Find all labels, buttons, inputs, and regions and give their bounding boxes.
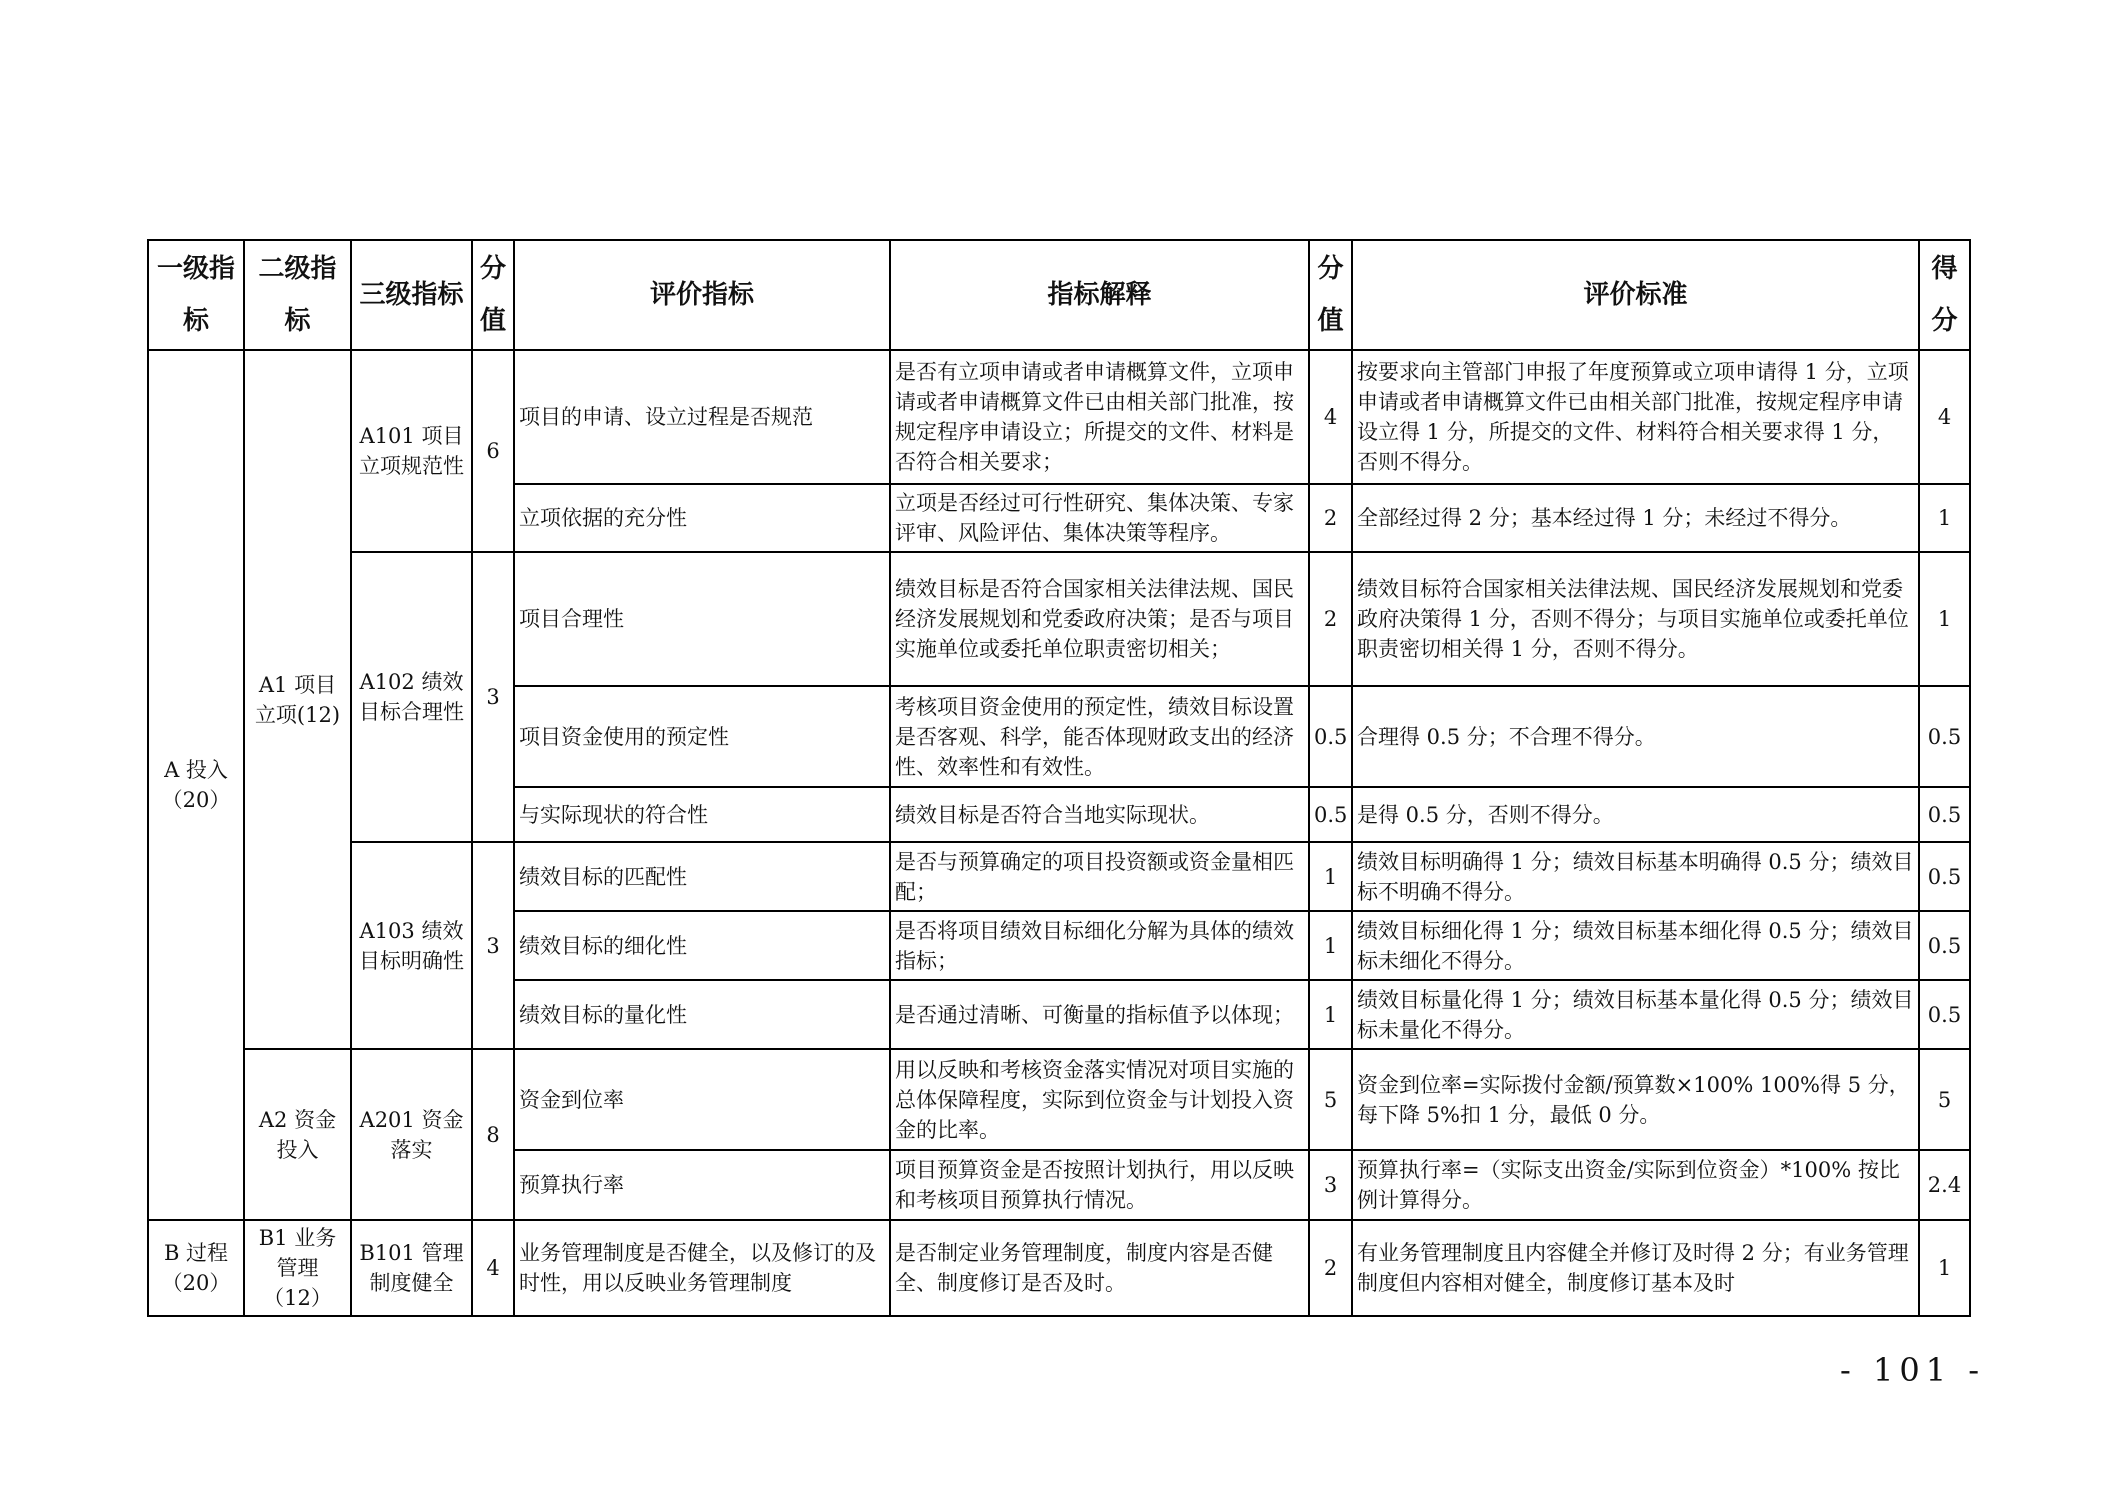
score-cell: 1 (1919, 484, 1970, 552)
criteria-cell: 绩效目标明确得 1 分；绩效目标基本明确得 0.5 分；绩效目标不明确不得分。 (1352, 842, 1919, 911)
points-cell: 3 (1309, 1150, 1352, 1220)
explanation-cell: 是否有立项申请或者申请概算文件，立项申请或者申请概算文件已由相关部门批准，按规定程序申请设立；所提交的文件、材料是否符合相关要求； (890, 350, 1309, 484)
score-cell: 0.5 (1919, 980, 1970, 1049)
level3-cell-b101: B101 管理制度健全 (351, 1220, 472, 1316)
criteria-cell: 绩效目标量化得 1 分；绩效目标基本量化得 0.5 分；绩效目标未量化不得分。 (1352, 980, 1919, 1049)
score-cell: 0.5 (1919, 787, 1970, 842)
level3-cell-a103: A103 绩效目标明确性 (351, 842, 472, 1049)
weight-cell-a101: 6 (472, 350, 514, 552)
weight-cell-a102: 3 (472, 552, 514, 842)
points-cell: 0.5 (1309, 686, 1352, 787)
level2-cell-a1: A1 项目立项(12) (244, 350, 351, 1049)
weight-cell-a201: 8 (472, 1049, 514, 1220)
points-cell: 1 (1309, 911, 1352, 980)
criteria-cell: 有业务管理制度且内容健全并修订及时得 2 分；有业务管理制度但内容相对健全，制度修订基本及时 (1352, 1220, 1919, 1316)
level2-cell-a2: A2 资金投入 (244, 1049, 351, 1220)
table-row (148, 1220, 1970, 1316)
explanation-cell: 是否将项目绩效目标细化分解为具体的绩效指标； (890, 911, 1309, 980)
explanation-cell: 是否制定业务管理制度，制度内容是否健全、制度修订是否及时。 (890, 1220, 1309, 1316)
score-cell: 0.5 (1919, 842, 1970, 911)
criteria-cell: 绩效目标符合国家相关法律法规、国民经济发展规划和党委政府决策得 1 分，否则不得分；与项目实施单位或委托单位职责密切相关得 1 分，否则不得分。 (1352, 552, 1919, 686)
points-cell: 0.5 (1309, 787, 1352, 842)
indicator-cell: 项目资金使用的预定性 (514, 686, 890, 787)
weight-cell-a103: 3 (472, 842, 514, 1049)
table-row (148, 350, 1970, 484)
indicator-cell: 资金到位率 (514, 1049, 890, 1150)
level1-cell-a: A 投入（20） (148, 350, 244, 1220)
header-level3: 三级指标 (351, 240, 472, 350)
points-cell: 5 (1309, 1049, 1352, 1150)
weight-cell-b101: 4 (472, 1220, 514, 1316)
indicator-cell: 绩效目标的细化性 (514, 911, 890, 980)
indicator-cell: 项目的申请、设立过程是否规范 (514, 350, 890, 484)
score-cell: 4 (1919, 350, 1970, 484)
criteria-cell: 预算执行率=（实际支出资金/实际到位资金）*100% 按比例计算得分。 (1352, 1150, 1919, 1220)
evaluation-table (147, 239, 1971, 1317)
table-row (148, 552, 1970, 686)
explanation-cell: 绩效目标是否符合当地实际现状。 (890, 787, 1309, 842)
level2-cell-b1: B1 业务管理（12） (244, 1220, 351, 1316)
score-cell: 1 (1919, 1220, 1970, 1316)
score-cell: 0.5 (1919, 686, 1970, 787)
header-explanation: 指标解释 (890, 240, 1309, 350)
header-weight: 分值 (472, 240, 514, 350)
indicator-cell: 项目合理性 (514, 552, 890, 686)
explanation-cell: 绩效目标是否符合国家相关法律法规、国民经济发展规划和党委政府决策；是否与项目实施单位或委托单位职责密切相关； (890, 552, 1309, 686)
explanation-cell: 是否通过清晰、可衡量的指标值予以体现； (890, 980, 1309, 1049)
criteria-cell: 全部经过得 2 分；基本经过得 1 分；未经过不得分。 (1352, 484, 1919, 552)
indicator-cell: 业务管理制度是否健全，以及修订的及时性，用以反映业务管理制度 (514, 1220, 890, 1316)
points-cell: 2 (1309, 552, 1352, 686)
explanation-cell: 是否与预算确定的项目投资额或资金量相匹配； (890, 842, 1309, 911)
explanation-cell: 立项是否经过可行性研究、集体决策、专家评审、风险评估、集体决策等程序。 (890, 484, 1309, 552)
points-cell: 1 (1309, 980, 1352, 1049)
criteria-cell: 合理得 0.5 分；不合理不得分。 (1352, 686, 1919, 787)
level3-cell-a102: A102 绩效目标合理性 (351, 552, 472, 842)
criteria-cell: 按要求向主管部门申报了年度预算或立项申请得 1 分，立项申请或者申请概算文件已由相关部门批准，按规定程序申请设立得 1 分，所提交的文件、材料符合相关要求得 1 分，否则不得分。 (1352, 350, 1919, 484)
points-cell: 2 (1309, 484, 1352, 552)
level3-cell-a201: A201 资金落实 (351, 1049, 472, 1220)
score-cell: 5 (1919, 1049, 1970, 1150)
page-number: - 101 - (1840, 1351, 1986, 1389)
indicator-cell: 预算执行率 (514, 1150, 890, 1220)
score-cell: 2.4 (1919, 1150, 1970, 1220)
header-indicator: 评价指标 (514, 240, 890, 350)
header-score: 得分 (1919, 240, 1970, 350)
points-cell: 2 (1309, 1220, 1352, 1316)
score-cell: 0.5 (1919, 911, 1970, 980)
level3-cell-a101: A101 项目立项规范性 (351, 350, 472, 552)
indicator-cell: 与实际现状的符合性 (514, 787, 890, 842)
explanation-cell: 用以反映和考核资金落实情况对项目实施的总体保障程度，实际到位资金与计划投入资金的比率。 (890, 1049, 1309, 1150)
table-row (148, 842, 1970, 911)
explanation-cell: 项目预算资金是否按照计划执行，用以反映和考核项目预算执行情况。 (890, 1150, 1309, 1220)
header-level1: 一级指标 (148, 240, 244, 350)
header-level2: 二级指标 (244, 240, 351, 350)
indicator-cell: 绩效目标的匹配性 (514, 842, 890, 911)
criteria-cell: 是得 0.5 分，否则不得分。 (1352, 787, 1919, 842)
score-cell: 1 (1919, 552, 1970, 686)
header-points: 分值 (1309, 240, 1352, 350)
points-cell: 1 (1309, 842, 1352, 911)
criteria-cell: 绩效目标细化得 1 分；绩效目标基本细化得 0.5 分；绩效目标未细化不得分。 (1352, 911, 1919, 980)
criteria-cell: 资金到位率=实际拨付金额/预算数×100% 100%得 5 分，每下降 5%扣 1 分，最低 0 分。 (1352, 1049, 1919, 1150)
table-row (148, 1049, 1970, 1150)
indicator-cell: 绩效目标的量化性 (514, 980, 890, 1049)
points-cell: 4 (1309, 350, 1352, 484)
level1-cell-b: B 过程（20） (148, 1220, 244, 1316)
explanation-cell: 考核项目资金使用的预定性，绩效目标设置是否客观、科学，能否体现财政支出的经济性、效率性和有效性。 (890, 686, 1309, 787)
header-criteria: 评价标准 (1352, 240, 1919, 350)
header-row (148, 240, 1970, 350)
indicator-cell: 立项依据的充分性 (514, 484, 890, 552)
